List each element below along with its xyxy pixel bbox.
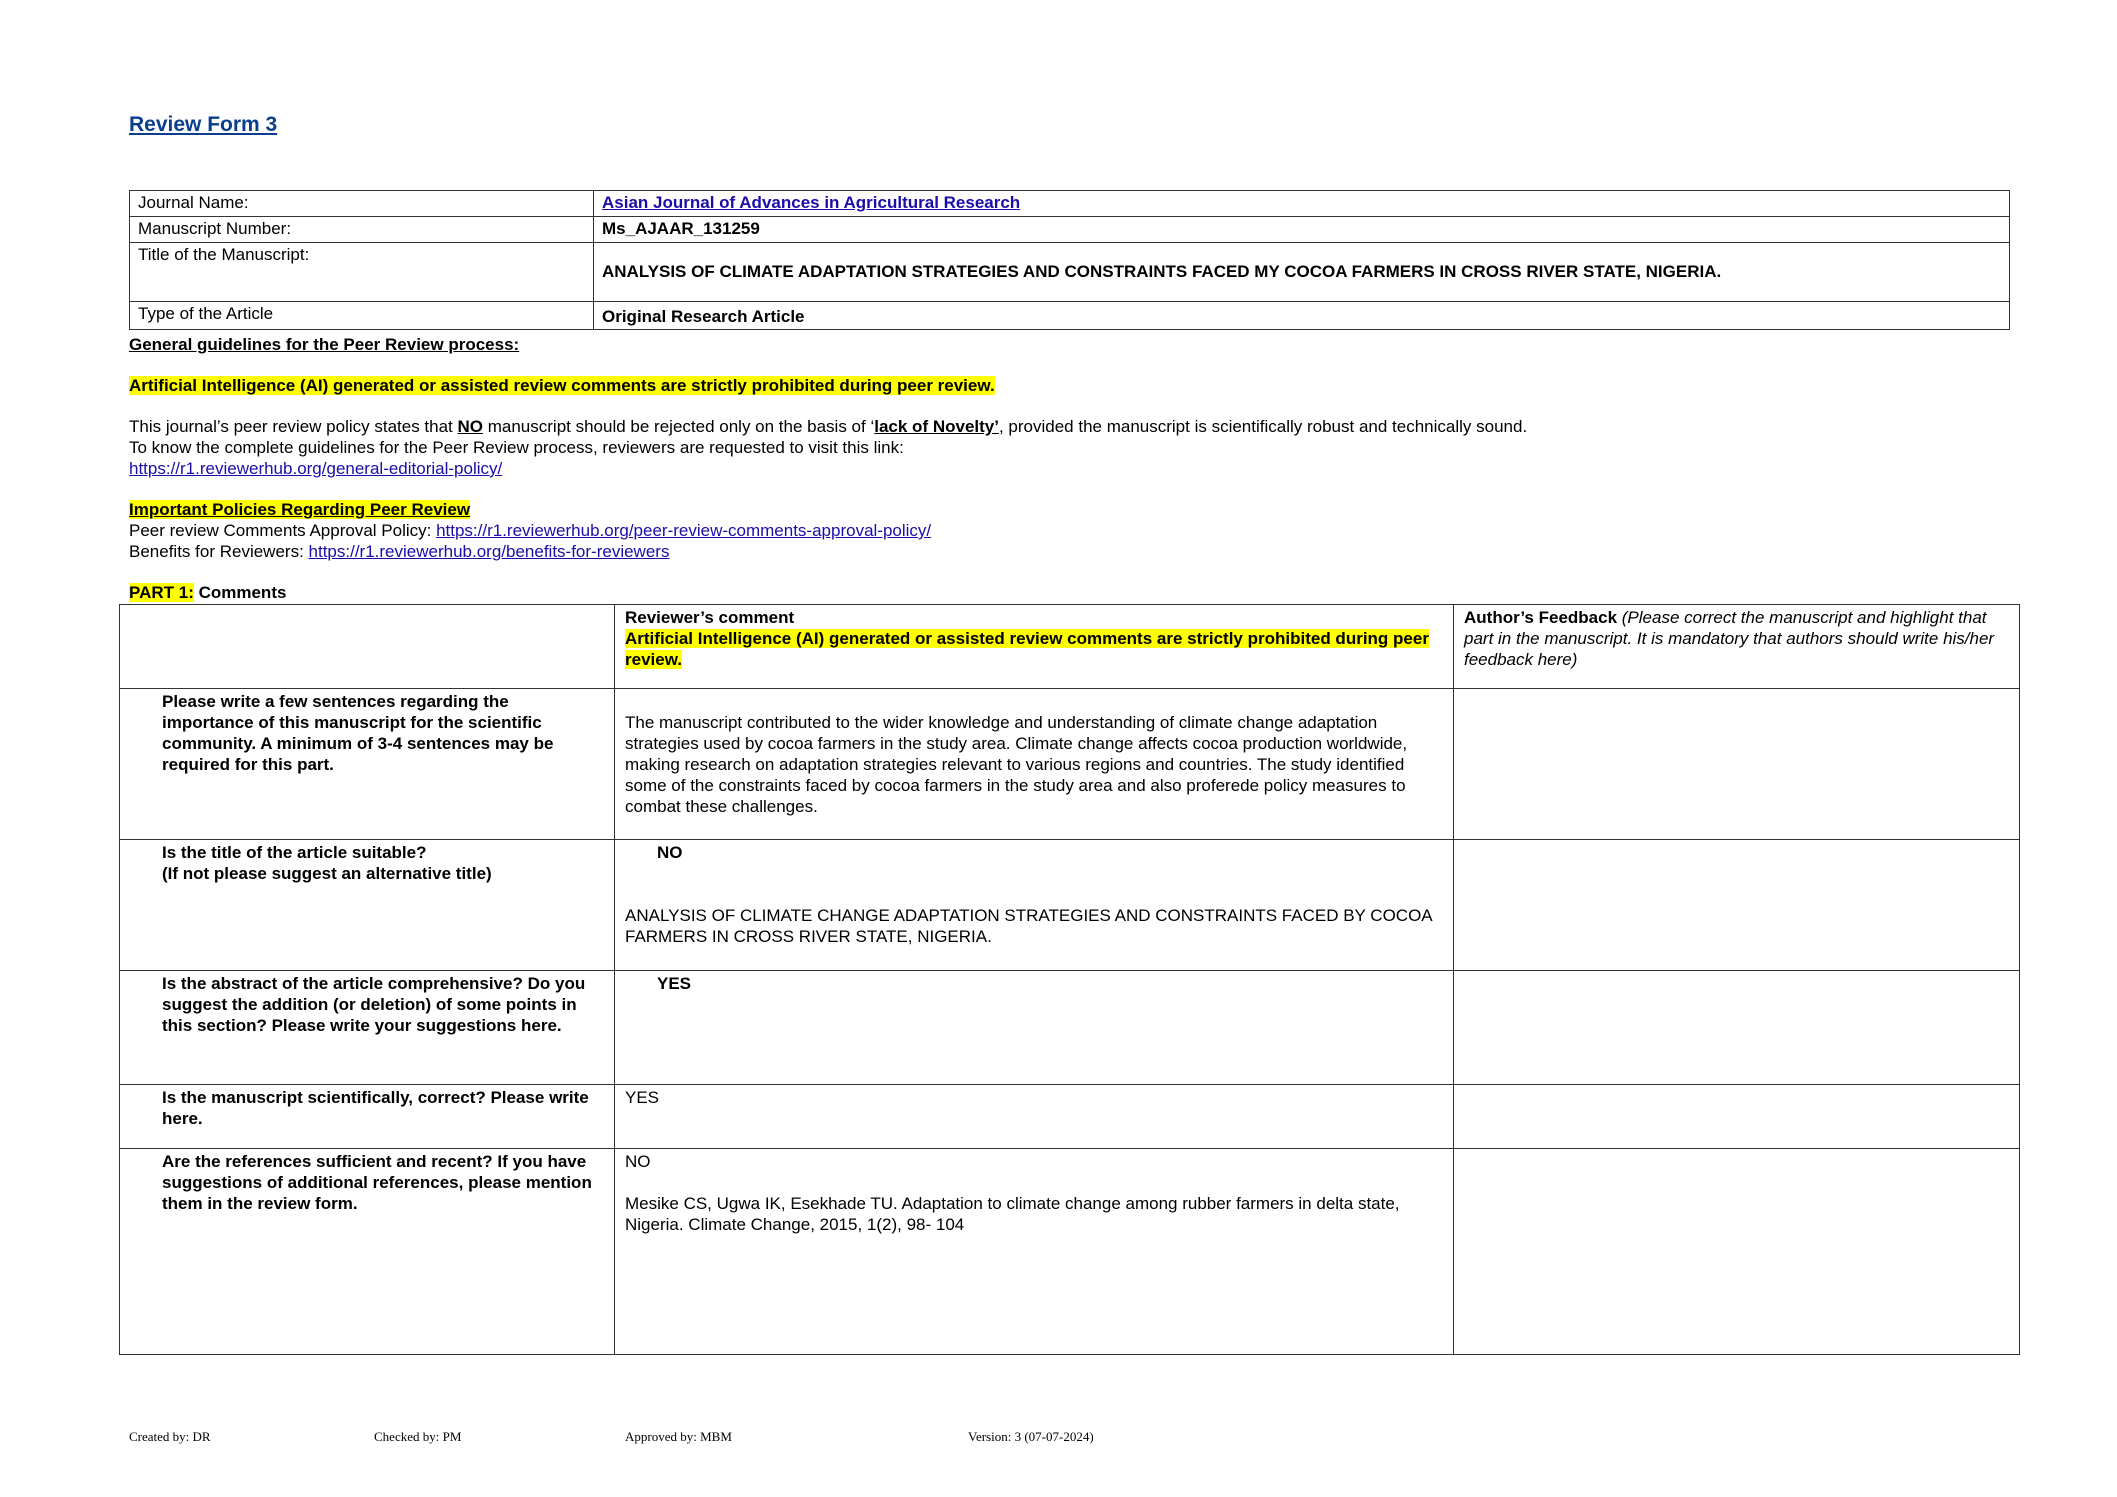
answer-scientific: YES — [615, 1085, 1454, 1149]
answer-abstract: YES — [615, 971, 1454, 1085]
reviewer-ai-warning: Artificial Intelligence (AI) generated or assisted review comments are strictly prohibited during peer review. — [625, 629, 1429, 669]
ai-warning: Artificial Intelligence (AI) generated or assisted review comments are strictly prohibited during peer review. — [129, 376, 995, 395]
approval-policy-link[interactable]: https://r1.reviewerhub.org/peer-review-comments-approval-policy/ — [436, 521, 932, 540]
question-abstract: Is the abstract of the article comprehensive? Do you suggest the addition (or deletion) of some points in this section? Please write your suggestions here. — [120, 971, 615, 1085]
approval-policy-line: Peer review Comments Approval Policy: https://r1.reviewerhub.org/peer-review-comments-approval-policy/ — [129, 521, 932, 540]
feedback-cell[interactable] — [1454, 1085, 2020, 1149]
guidelines-visit-text: To know the complete guidelines for the Peer Review process, reviewers are requested to visit this link: — [129, 438, 904, 457]
manuscript-number-label: Manuscript Number: — [130, 217, 594, 243]
footer-checked: Checked by: PM — [374, 1429, 462, 1444]
author-feedback-header: Author’s Feedback (Please correct the manuscript and highlight that part in the manuscript. It is mandatory that authors should write his/her feedback here) — [1454, 605, 2020, 689]
manuscript-title-value: ANALYSIS OF CLIMATE ADAPTATION STRATEGIES AND CONSTRAINTS FACED MY COCOA FARMERS IN CROSS RIVER STATE, NIGERIA. — [594, 243, 2010, 302]
feedback-cell[interactable] — [1454, 689, 2020, 840]
question-title: Is the title of the article suitable? (If not please suggest an alternative title) — [120, 840, 615, 971]
benefits-line: Benefits for Reviewers: https://r1.reviewerhub.org/benefits-for-reviewers — [129, 542, 670, 561]
policy-statement: This journal’s peer review policy states that NO manuscript should be rejected only on the basis of ‘lack of Novelty’, provided the manuscript is scientifically robust and technically sound. — [129, 417, 1528, 436]
answer-references: NO Mesike CS, Ugwa IK, Esekhade TU. Adaptation to climate change among rubber farmers in delta state, Nigeria. Climate Change, 2015, 1(2), 98- 104 — [615, 1149, 1454, 1355]
footer-approved: Approved by: MBM — [625, 1429, 732, 1444]
article-type-label: Type of the Article — [130, 302, 594, 330]
footer-created: Created by: DR — [129, 1429, 211, 1444]
journal-name-link[interactable]: Asian Journal of Advances in Agricultural Research — [602, 193, 1021, 212]
table-row — [120, 1149, 2020, 1355]
manuscript-title-label: Title of the Manuscript: — [130, 243, 594, 302]
manuscript-info-table — [129, 190, 2010, 330]
table-row — [120, 840, 2020, 971]
table-row — [120, 971, 2020, 1085]
feedback-cell[interactable] — [1454, 971, 2020, 1085]
question-scientific: Is the manuscript scientifically, correct? Please write here. — [120, 1085, 615, 1149]
answer-importance: The manuscript contributed to the wider knowledge and understanding of climate change adaptation strategies used by cocoa farmers in the study area. Climate change affects cocoa production worldwide, making research on adaptation strategies relevant to various regions and countries. The study identified some of the constraints faced by cocoa farmers in the study area and also proferede policy measures to combat these challenges. — [615, 689, 1454, 840]
header-empty-cell — [120, 605, 615, 689]
table-row — [120, 1085, 2020, 1149]
footer-version: Version: 3 (07-07-2024) — [968, 1429, 1094, 1444]
journal-name-label: Journal Name: — [130, 191, 594, 217]
part1-heading: PART 1: Comments — [129, 583, 287, 602]
form-title[interactable]: Review Form 3 — [129, 113, 278, 136]
question-references: Are the references sufficient and recent? If you have suggestions of additional references, please mention them in the review form. — [120, 1149, 615, 1355]
table-row — [120, 689, 2020, 840]
question-importance: Please write a few sentences regarding the importance of this manuscript for the scientific community. A minimum of 3-4 sentences may be required for this part. — [120, 689, 615, 840]
article-type-value: Original Research Article — [594, 302, 2010, 330]
benefits-link[interactable]: https://r1.reviewerhub.org/benefits-for-reviewers — [308, 542, 670, 561]
comments-table — [119, 604, 2020, 1355]
answer-title: NO ANALYSIS OF CLIMATE CHANGE ADAPTATION STRATEGIES AND CONSTRAINTS FACED BY COCOA FARMERS IN CROSS RIVER STATE, NIGERIA. — [615, 840, 1454, 971]
guidelines-heading: General guidelines for the Peer Review process: — [129, 335, 520, 354]
editorial-policy-link[interactable]: https://r1.reviewerhub.org/general-editorial-policy/ — [129, 459, 503, 478]
feedback-cell[interactable] — [1454, 840, 2020, 971]
manuscript-number-value: Ms_AJAAR_131259 — [594, 217, 2010, 243]
reviewer-comment-header: Reviewer’s comment Artificial Intelligence (AI) generated or assisted review comments are strictly prohibited during peer review. — [615, 605, 1454, 689]
policies-heading: Important Policies Regarding Peer Review — [129, 500, 471, 519]
feedback-cell[interactable] — [1454, 1149, 2020, 1355]
